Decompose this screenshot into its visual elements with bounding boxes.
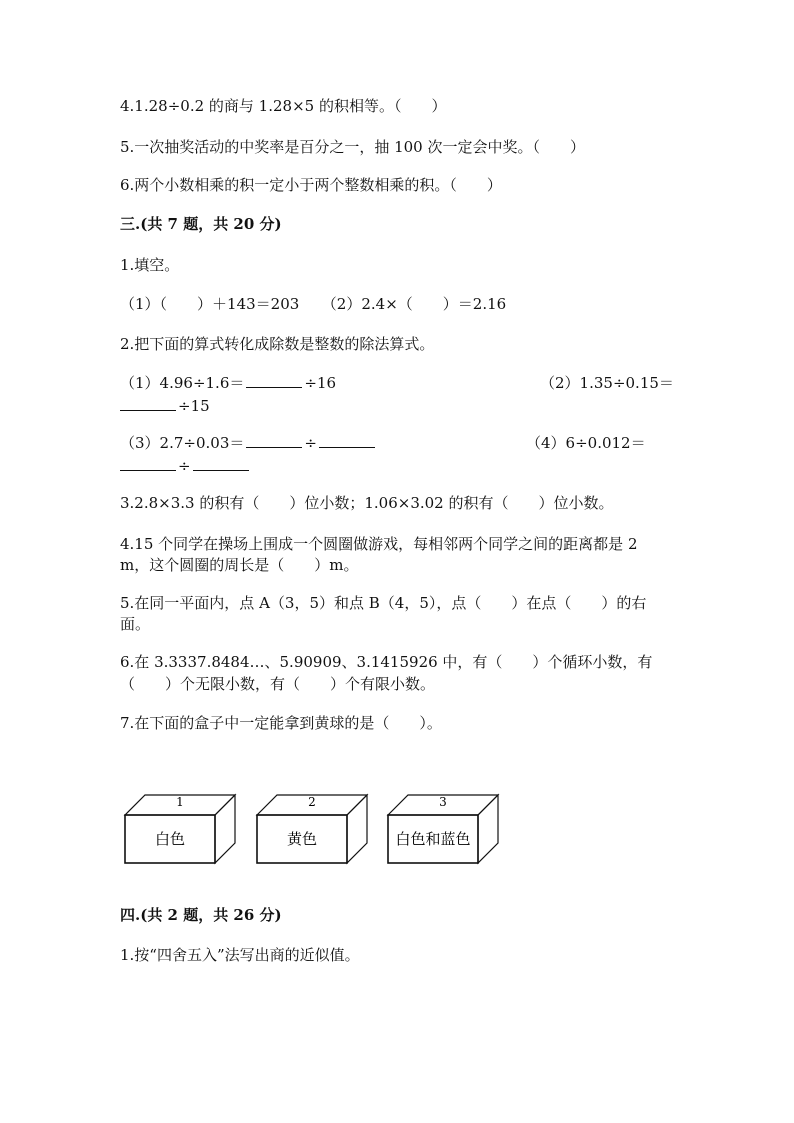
question-3-5-line2: 面。 <box>120 615 151 633</box>
question-3-6-line1: 6.在 3.3337.8484…、5.90909、3.1415926 中，有（ ）个循环小数，有 <box>120 653 653 671</box>
question-3-2-4: （4）6÷0.012＝ <box>526 434 646 452</box>
answer-blank <box>246 433 302 448</box>
box-3-label: 白色和蓝色 <box>395 830 471 848</box>
question-3-4-line1: 4.15 个同学在操场上围成一个圆圈做游戏，每相邻两个同学之间的距离都是 2 <box>120 535 638 553</box>
question-3-7: 7.在下面的盒子中一定能拿到黄球的是（ ）。 <box>120 714 442 732</box>
box-2-number: 2 <box>308 795 316 809</box>
question-3-4-line2: m，这个圆圈的周长是（ ）m。 <box>120 556 359 574</box>
question-3-2-2: （2）1.35÷0.15＝ <box>540 374 674 392</box>
question-3-3: 3.2.8×3.3 的积有（ ）位小数；1.06×3.02 的积有（ ）位小数。 <box>120 494 614 512</box>
question-3-2-2-tail: ÷15 <box>178 397 210 415</box>
question-3-5-line1: 5.在同一平面内，点 A（3，5）和点 B（4，5），点（ ）在点（ ）的右 <box>120 594 647 612</box>
question-3-1-items: （1）（ ）＋143＝203 （2）2.4×（ ）＝2.16 <box>120 295 507 313</box>
question-3-2-1 <box>120 372 336 394</box>
question-4-1: 1.按“四舍五入”法写出商的近似值。 <box>120 946 360 964</box>
section-4-heading: 四.(共 2 题，共 26 分) <box>120 906 282 924</box>
box-2-label: 黄色 <box>286 830 318 848</box>
answer-blank <box>120 456 176 471</box>
answer-blank <box>193 456 249 471</box>
division-sign: ÷ <box>304 434 317 452</box>
question-3-2-1-tail: ÷16 <box>304 374 337 392</box>
question-2-6: 6.两个小数相乘的积一定小于两个整数相乘的积。（ ） <box>120 176 502 194</box>
box-1-number: 1 <box>176 795 184 809</box>
division-sign: ÷ <box>178 457 191 475</box>
box-3-number: 3 <box>439 795 447 809</box>
box-1 <box>125 795 235 863</box>
question-3-6-line2: （ ）个无限小数，有（ ）个有限小数。 <box>120 675 436 693</box>
question-2-5: 5.一次抽奖活动的中奖率是百分之一，抽 100 次一定会中奖。（ ） <box>120 138 585 156</box>
section-3-heading: 三.(共 7 题，共 20 分) <box>120 215 282 233</box>
question-3-2: 2.把下面的算式转化成除数是整数的除法算式。 <box>120 335 435 353</box>
answer-blank <box>319 433 375 448</box>
answer-blank <box>120 396 176 411</box>
box-3 <box>388 795 498 863</box>
question-3-2-3-text: （3）2.7÷0.03＝ <box>120 434 245 452</box>
question-3-2-1-text: （1）4.96÷1.6＝ <box>120 374 245 392</box>
boxes-figure <box>120 790 510 870</box>
question-3-2-2-cont <box>120 395 210 417</box>
box-2 <box>257 795 367 863</box>
answer-blank <box>246 373 302 388</box>
question-3-1: 1.填空。 <box>120 256 180 274</box>
question-2-4: 4.1.28÷0.2 的商与 1.28×5 的积相等。（ ） <box>120 97 447 115</box>
question-3-2-3 <box>120 432 377 454</box>
box-1-label: 白色 <box>154 830 186 848</box>
question-3-2-4-cont <box>120 455 251 477</box>
